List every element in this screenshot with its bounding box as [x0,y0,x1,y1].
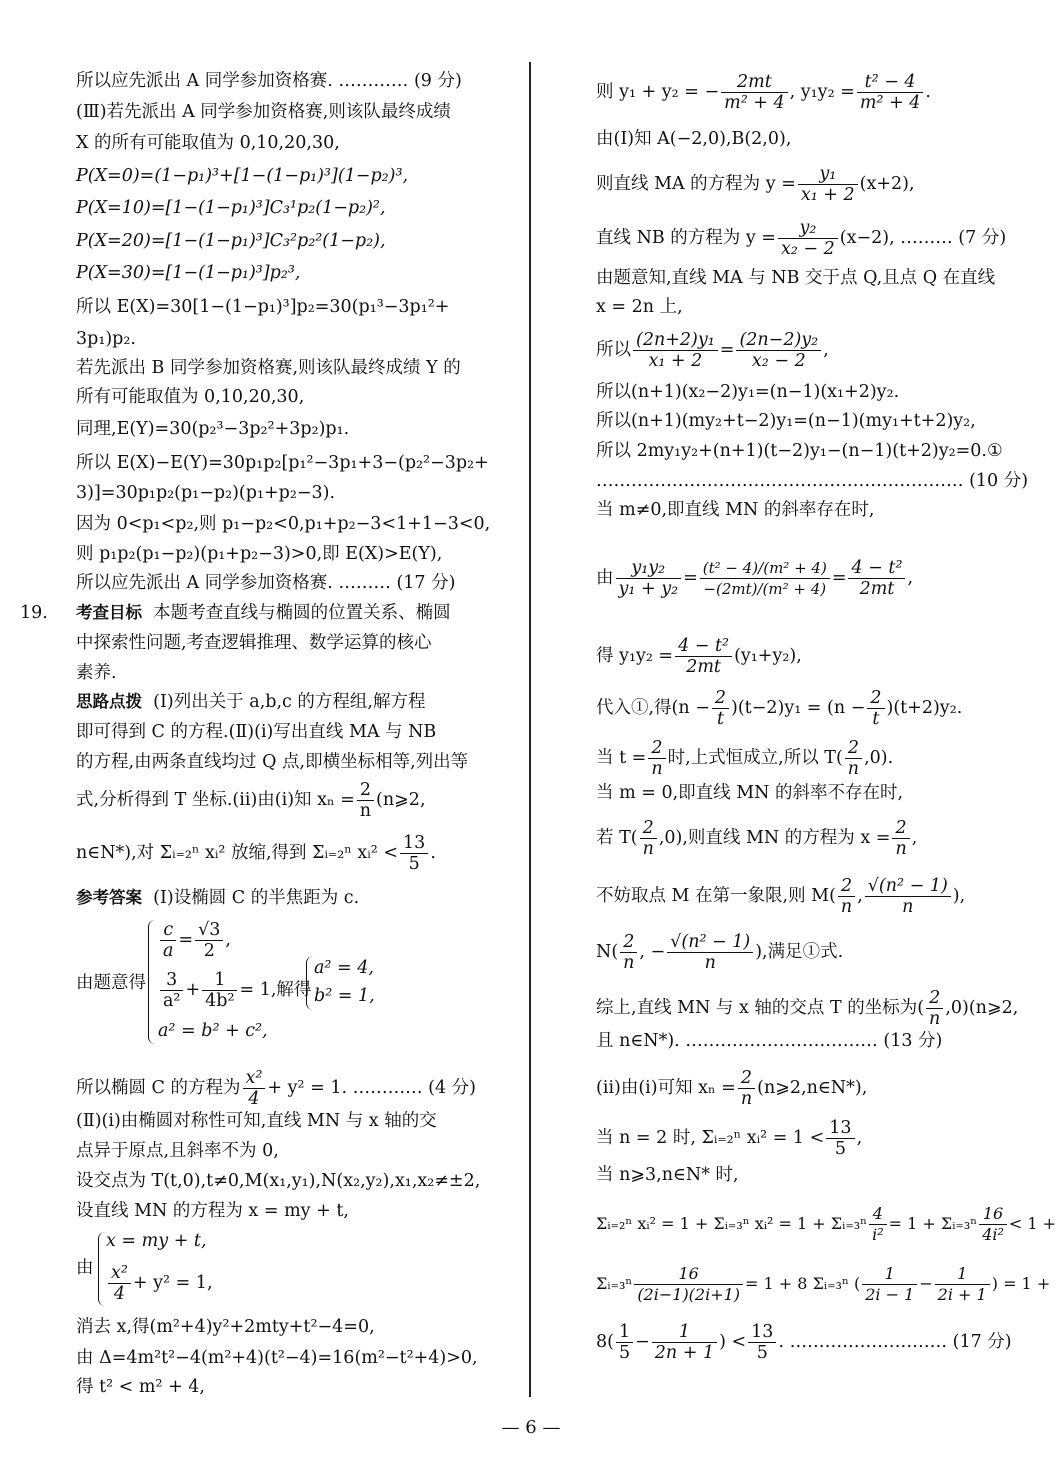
text-line: 点异于原点,且斜率不为 0, [76,1141,279,1161]
page-number: — 6 — [501,1417,561,1438]
fraction: $\frac{2}{n}$ [357,780,374,821]
text-line: 由(Ⅰ)知 A(−2,0),B(2,0), [596,129,792,149]
solution-brace [306,956,313,1010]
column-divider [529,62,531,1397]
equation-row: $\frac{c}{a}$ = $\frac{√3}{2}$ , [158,920,231,961]
formula-line: 则直线 MA 的方程为 y = $\frac{\text{y₁}}{\text{x₁ + 2}}$ (x+2), [596,164,915,205]
solution-row: a² = 4, [314,958,374,978]
formula-line: 则 p₁p₂(p₁−p₂)(p₁+p₂−3)>0,即 E(X)>E(Y), [76,544,443,564]
text-line: 所以应先派出 A 同学参加资格赛. ………… (9 分) [76,71,462,91]
question-19-goal: 考查目标 本题考查直线与椭圆的位置关系、椭圆 [76,603,451,623]
formula-line: (ⅱ)由(ⅰ)可知 xₙ = $\frac{2}{n}$ (n⩾2,n∈N*), [596,1068,868,1109]
formula-line: 3)]=30p₁p₂(p₁−p₂)(p₁+p₂−3). [76,483,336,503]
hint-paragraph: 思路点拨 (Ⅰ)列出关于 a,b,c 的方程组,解方程 [76,692,426,712]
equation-row: $\frac{\text{x²}}{4}$ + y² = 1, [106,1263,213,1304]
formula-line: 当 n = 2 时, Σᵢ₌₂ⁿ xᵢ² = 1 < $\frac{13}{5}$ , [596,1118,863,1159]
solution-row: b² = 1, [314,986,375,1006]
text-line: (Ⅲ)若先派出 A 同学参加资格赛,则该队最终成绩 [76,102,451,122]
answer-paragraph: 参考答案 (Ⅰ)设椭圆 C 的半焦距为 c. [76,888,360,908]
text-line: 式,分析得到 T 坐标.(ⅱ)由(ⅰ)知 xₙ = $\frac{2}{n}$ (n⩾2, [76,780,426,821]
formula-line: 因为 0<p₁<p₂,则 p₁−p₂<0,p₁+p₂−3<1+1−3<0, [76,514,491,534]
text-line: 中探索性问题,考查逻辑推理、数学运算的核心 [76,633,432,653]
system-prefix: 由 [76,1258,94,1278]
formula-line: 3p₁)p₂. [76,329,136,349]
formula-line: 8( $\frac{1}{5}$ − $\frac{1}{2n + 1}$ ) < $\frac{13}{5}$ . ……………………… (17 分) [596,1322,1012,1363]
formula-line: 由 $\frac{\text{y₁y₂}}{\text{y₁ + y₂}}$ = $\frac{\text{(t² − 4)/(m² + 4)}}{\text{−(2mt)/(m² + 4)}}$ = $\frac{\text{4 − t²}}{2mt}$ , [596,558,914,599]
formula-line: 所以(n+1)(x₂−2)y₁=(n−1)(x₁+2)y₂. [596,382,900,402]
formula-line: 当 t = $\frac{2}{n}$ 时,上式恒成立,所以 T( $\frac{2}{n}$ ,0). [596,738,894,779]
text-line: n∈N*),对 Σᵢ₌₂ⁿ xᵢ² 放缩,得到 Σᵢ₌₂ⁿ xᵢ² < $\frac{13}{5}$ . [76,833,436,874]
text-line: 当 n⩾3,n∈N* 时, [596,1165,739,1185]
formula-line: 所以 $\frac{\text{(2n+2)y₁}}{\text{x₁ + 2}}$ = $\frac{\text{(2n−2)y₂}}{\text{x₂ − 2}}$ , [596,330,829,371]
text-line: x = 2n 上, [596,297,683,317]
equation-row: $\frac{3}{\text{a²}}$ + $\frac{1}{\text{4b²}}$ = 1,解得 [158,970,311,1011]
formula-line: Σᵢ₌₂ⁿ xᵢ² = 1 + Σᵢ₌₃ⁿ xᵢ² = 1 + Σᵢ₌₃ⁿ $\frac{4}{\text{i²}}$ = 1 + Σᵢ₌₃ⁿ $\frac{16}{\text{4i²}}$ < 1 + [596,1204,1057,1244]
formula-line: 若 T( $\frac{2}{n}$ ,0),则直线 MN 的方程为 x = $\frac{2}{n}$ , [596,818,918,859]
text-line: 所有可能取值为 0,10,20,30, [76,387,305,407]
formula-line: 所以 E(X)−E(Y)=30p₁p₂[p₁²−3p₁+3−(p₂²−3p₂+ [76,453,489,473]
text-line: 当 m≠0,即直线 MN 的斜率存在时, [596,500,875,520]
goal-label: 考查目标 [76,603,142,622]
formula-line: P(X=30)=[1−(1−p₁)³]p₂³, [76,263,301,283]
text-line: 设直线 MN 的方程为 x = my + t, [76,1201,349,1221]
text-line: 所以应先派出 A 同学参加资格赛. ……… (17 分) [76,573,456,593]
formula-line: 代入①,得(n − $\frac{2}{t}$ )(t−2)y₁ = (n − $\frac{2}{t}$ )(t+2)y₂. [596,688,963,729]
formula-line: 由 Δ=4m²t²−4(m²+4)(t²−4)=16(m²−t²+4)>0, [76,1348,478,1368]
text-line: (Ⅱ)(ⅰ)由椭圆对称性可知,直线 MN 与 x 轴的交 [76,1111,437,1131]
text-line: 素养. [76,663,117,683]
formula-line: 直线 NB 的方程为 y = $\frac{\text{y₂}}{\text{x₂ − 2}}$ (x−2), ……… (7 分) [596,218,1007,259]
equation-row: a² = b² + c², [158,1021,268,1041]
formula-line: P(X=10)=[1−(1−p₁)³]C₃¹p₂(1−p₂)², [76,198,386,218]
text-line: 由题意知,直线 MA 与 NB 交于点 Q,且点 Q 在直线 [596,268,996,288]
system-brace [148,920,155,1044]
formula-line: 所以 2my₁y₂+(n+1)(t−2)y₁−(n−1)(t+2)y₂=0.① [596,441,1003,461]
text-line: 设交点为 T(t,0),t≠0,M(x₁,y₁),N(x₂,y₂),x₁,x₂≠±2, [76,1171,481,1191]
system-brace [98,1232,105,1306]
score-line: ……………………………………………………… (10 分) [596,471,1029,491]
text-line: X 的所有可能取值为 0,10,20,30, [76,133,340,153]
text-line: 当 m = 0,即直线 MN 的斜率不存在时, [596,783,904,803]
question-number: 19. [20,603,48,623]
formula-line: P(X=20)=[1−(1−p₁)³]C₃²p₂²(1−p₂), [76,231,386,251]
score-line: 且 n∈N*). …………………………… (13 分) [596,1031,943,1051]
hint-label: 思路点拨 [76,692,142,711]
formula-line: 不妨取点 M 在第一象限,则 M( $\frac{2}{n}$ , $\frac{\text{√(n² − 1)}}{n}$ ), [596,876,966,917]
text-line: 的方程,由两条直线均过 Q 点,即横坐标相等,列出等 [76,752,469,772]
formula-line: N( $\frac{2}{n}$ , − $\frac{\text{√(n² − 1)}}{n}$ ),满足①式. [596,932,844,973]
formula-line: Σᵢ₌₃ⁿ $\frac{16}{(2i-1)(2i+1)}$ = 1 + 8 Σᵢ₌₃ⁿ ( $\frac{1}{2i - 1}$ − $\frac{1}{2i + 1}$ ) = 1 + [596,1264,1051,1304]
ellipse-equation: 所以椭圆 C 的方程为 $\frac{\text{x²}}{4}$ + y² = 1. ………… (4 分) [76,1068,476,1109]
formula-line: 则 y₁ + y₂ = − $\frac{2mt}{\text{m² + 4}}$ , y₁y₂ = $\frac{\text{t² − 4}}{\text{m² + 4}}$ . [596,72,931,113]
equation-row: x = my + t, [106,1231,207,1251]
text-line: 若先派出 B 同学参加资格赛,则该队最终成绩 Y 的 [76,358,461,378]
formula-line: 得 y₁y₂ = $\frac{\text{4 − t²}}{2mt}$ (y₁+y₂), [596,636,802,677]
formula-line: 得 t² < m² + 4, [76,1377,205,1397]
formula-line: P(X=0)=(1−p₁)³+[1−(1−p₁)³](1−p₂)³, [76,166,409,186]
fraction: $\frac{13}{5}$ [400,833,428,874]
formula-line: 所以(n+1)(my₂+t−2)y₁=(n−1)(my₁+t+2)y₂, [596,411,976,431]
answer-label: 参考答案 [76,888,142,907]
system-prefix: 由题意得 [76,973,146,993]
text-line: 即可得到 C 的方程.(Ⅱ)(ⅰ)写出直线 MA 与 NB [76,722,437,742]
formula-line: 所以 E(X)=30[1−(1−p₁)³]p₂=30(p₁³−3p₁²+ [76,297,450,317]
formula-line: 消去 x,得(m²+4)y²+2mty+t²−4=0, [76,1317,375,1337]
formula-line: 综上,直线 MN 与 x 轴的交点 T 的坐标为( $\frac{2}{n}$ ,0)(n⩾2, [596,988,1019,1029]
formula-line: 同理,E(Y)=30(p₂³−3p₂²+3p₂)p₁. [76,419,350,439]
